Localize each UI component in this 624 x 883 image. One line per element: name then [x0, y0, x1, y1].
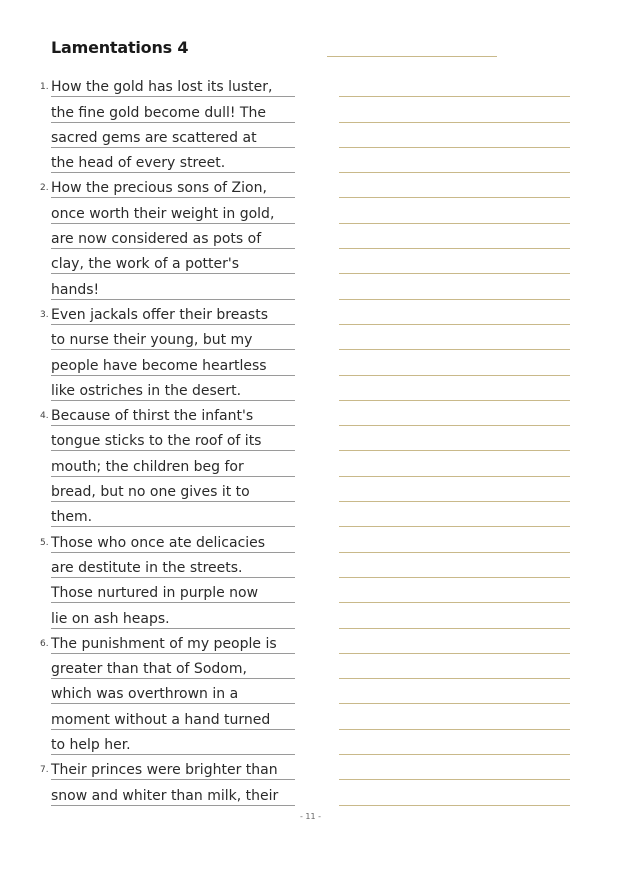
handwriting-practice-column	[339, 72, 570, 806]
writing-line[interactable]	[339, 148, 570, 173]
verse-line-text: hands!	[51, 281, 295, 300]
writing-line[interactable]	[339, 527, 570, 552]
verse-line	[0, 502, 310, 527]
verse-number: 6.	[40, 638, 49, 649]
writing-line[interactable]	[339, 274, 570, 299]
verse-line-text: which was overthrown in a	[51, 685, 295, 704]
name-write-line[interactable]	[327, 56, 497, 57]
verse-number: 7.	[40, 765, 49, 776]
verse-number: 5.	[40, 537, 49, 548]
page-title: Lamentations 4	[51, 38, 189, 57]
verse-line-text: snow and whiter than milk, their	[51, 787, 295, 806]
verse-line-text: Those nurtured in purple now	[51, 584, 295, 603]
verse-line-text: once worth their weight in gold,	[51, 205, 295, 224]
verse-line	[0, 730, 310, 755]
verse-line	[0, 148, 310, 173]
verse-line-text: tongue sticks to the roof of its	[51, 432, 295, 451]
verse-line	[0, 350, 310, 375]
verse-line-text: lie on ash heaps.	[51, 610, 295, 629]
verse-line	[0, 603, 310, 628]
verse-line-text: are destitute in the streets.	[51, 559, 295, 578]
page-number: - 11 -	[300, 812, 322, 821]
writing-line[interactable]	[339, 72, 570, 97]
writing-line[interactable]	[339, 578, 570, 603]
verse-line-text: greater than that of Sodom,	[51, 660, 295, 679]
verse-line	[0, 451, 310, 476]
writing-line[interactable]	[339, 603, 570, 628]
writing-line[interactable]	[339, 502, 570, 527]
writing-line[interactable]	[339, 350, 570, 375]
writing-line[interactable]	[339, 97, 570, 122]
verse-line	[0, 654, 310, 679]
verse-line-text: bread, but no one gives it to	[51, 483, 295, 502]
writing-line[interactable]	[339, 401, 570, 426]
verse-number: 3.	[40, 309, 49, 320]
writing-line[interactable]	[339, 755, 570, 780]
verse-line-text: to nurse their young, but my	[51, 331, 295, 350]
verse-line	[0, 224, 310, 249]
verse-line-text: The punishment of my people is	[51, 635, 295, 654]
verse-line	[0, 173, 310, 198]
verse-line	[0, 401, 310, 426]
verse-line-text: them.	[51, 508, 295, 527]
verse-line	[0, 553, 310, 578]
verse-line-text: Even jackals offer their breasts	[51, 306, 295, 325]
verse-line	[0, 249, 310, 274]
writing-line[interactable]	[339, 730, 570, 755]
verse-line	[0, 755, 310, 780]
verse-line-text: How the precious sons of Zion,	[51, 179, 295, 198]
writing-line[interactable]	[339, 224, 570, 249]
verse-line	[0, 780, 310, 805]
writing-line[interactable]	[339, 325, 570, 350]
writing-line[interactable]	[339, 300, 570, 325]
writing-line[interactable]	[339, 654, 570, 679]
verse-line-text: sacred gems are scattered at	[51, 129, 295, 148]
verse-line-text: are now considered as pots of	[51, 230, 295, 249]
verse-text-column	[0, 72, 310, 806]
verse-line	[0, 300, 310, 325]
writing-line[interactable]	[339, 198, 570, 223]
writing-line[interactable]	[339, 376, 570, 401]
verse-line-text: Because of thirst the infant's	[51, 407, 295, 426]
verse-line	[0, 274, 310, 299]
writing-line[interactable]	[339, 249, 570, 274]
writing-line[interactable]	[339, 123, 570, 148]
writing-line[interactable]	[339, 451, 570, 476]
writing-line[interactable]	[339, 553, 570, 578]
verse-number: 4.	[40, 411, 49, 422]
writing-line[interactable]	[339, 426, 570, 451]
verse-line	[0, 527, 310, 552]
verse-line	[0, 629, 310, 654]
verse-line-text: the fine gold become dull! The	[51, 104, 295, 123]
verse-line	[0, 325, 310, 350]
verse-number: 1.	[40, 82, 49, 93]
verse-number: 2.	[40, 183, 49, 194]
verse-line	[0, 477, 310, 502]
verse-line	[0, 578, 310, 603]
writing-line[interactable]	[339, 704, 570, 729]
verse-line	[0, 72, 310, 97]
writing-line[interactable]	[339, 477, 570, 502]
verse-line-text: How the gold has lost its luster,	[51, 78, 295, 97]
verse-line	[0, 123, 310, 148]
verse-line-text: Those who once ate delicacies	[51, 534, 295, 553]
verse-line-text: the head of every street.	[51, 154, 295, 173]
verse-line-text: to help her.	[51, 736, 295, 755]
verse-line	[0, 679, 310, 704]
verse-line-text: people have become heartless	[51, 357, 295, 376]
verse-line	[0, 426, 310, 451]
writing-line[interactable]	[339, 780, 570, 805]
verse-line	[0, 198, 310, 223]
verse-line	[0, 97, 310, 122]
writing-line[interactable]	[339, 629, 570, 654]
verse-line	[0, 376, 310, 401]
verse-line	[0, 704, 310, 729]
verse-line-text: moment without a hand turned	[51, 711, 295, 730]
verse-line-text: like ostriches in the desert.	[51, 382, 295, 401]
verse-line-text: clay, the work of a potter's	[51, 255, 295, 274]
writing-line[interactable]	[339, 173, 570, 198]
writing-line[interactable]	[339, 679, 570, 704]
verse-line-text: mouth; the children beg for	[51, 458, 295, 477]
verse-line-text: Their princes were brighter than	[51, 761, 295, 780]
